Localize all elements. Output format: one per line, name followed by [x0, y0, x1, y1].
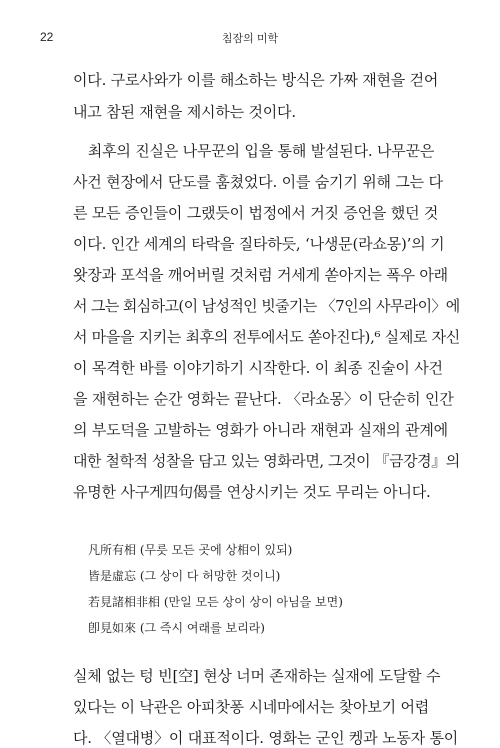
- page-header: [0, 30, 500, 46]
- text-line: 왓장과 포석을 깨어버릴 것처럼 거세게 쏟아지는 폭우 아래: [73, 266, 448, 284]
- text-line: 서 그는 회심하고(이 남성적인 빗줄기는 〈7인의 사무라이〉에: [73, 297, 460, 315]
- text-line: 이 목격한 바를 이야기하기 시작한다. 이 최종 진술이 사건: [73, 359, 443, 377]
- text-line: 사건 현장에서 단도를 훔쳤었다. 이를 숨기기 위해 그는 다: [73, 173, 443, 191]
- text-line: 대한 철학적 성찰을 담고 있는 영화라면, 그것이 『금강경』의: [73, 452, 460, 470]
- verse-line: 皆是虛忘 (그 상이 다 허망한 것이니): [88, 569, 281, 583]
- text-line: 서 마을을 지키는 최후의 전투에서도 쏟아진다),⁶ 실제로 자신: [73, 328, 460, 346]
- text-line: 이다. 구로사와가 이를 해소하는 방식은 가짜 재현을 걷어: [73, 71, 439, 89]
- verse-line: 卽見如來 (그 즉시 여래를 보리라): [88, 621, 265, 635]
- text-line: 유명한 사구게四句偈를 연상시키는 것도 무리는 아니다.: [73, 483, 431, 501]
- text-line: 있다는 이 낙관은 아피찻퐁 시네마에서는 찾아보기 어렵: [73, 698, 430, 716]
- text-line: 의 부도덕을 고발하는 영화가 아니라 재현과 실재의 관계에: [73, 421, 448, 439]
- page-number: 22: [40, 30, 54, 44]
- text-line: 른 모든 증인들이 그랬듯이 법정에서 거짓 증언을 했던 것: [73, 204, 439, 222]
- text-line: 다. 〈열대병〉이 대표적이다. 영화는 군인 켕과 노동자 통이: [73, 729, 459, 747]
- text-line: 최후의 진실은 나무꾼의 입을 통해 발설된다. 나무꾼은: [73, 142, 435, 160]
- text-line: 이다. 인간 세계의 타락을 질타하듯, ‘나생문(라쇼몽)’의 기: [73, 235, 445, 253]
- verse-line: 凡所有相 (무릇 모든 곳에 상相이 있되): [88, 543, 293, 557]
- text-line: 을 재현하는 순간 영화는 끝난다. 〈라쇼몽〉이 단순히 인간: [73, 390, 454, 408]
- running-title: 침잠의 미학: [221, 33, 279, 45]
- text-line: 내고 참된 재현을 제시하는 것이다.: [73, 103, 296, 121]
- text-line: 실체 없는 텅 빈[空] 현상 너머 존재하는 실재에 도달할 수: [73, 667, 441, 685]
- verse-line: 若見諸相非相 (만일 모든 상이 상이 아님을 보면): [88, 595, 343, 609]
